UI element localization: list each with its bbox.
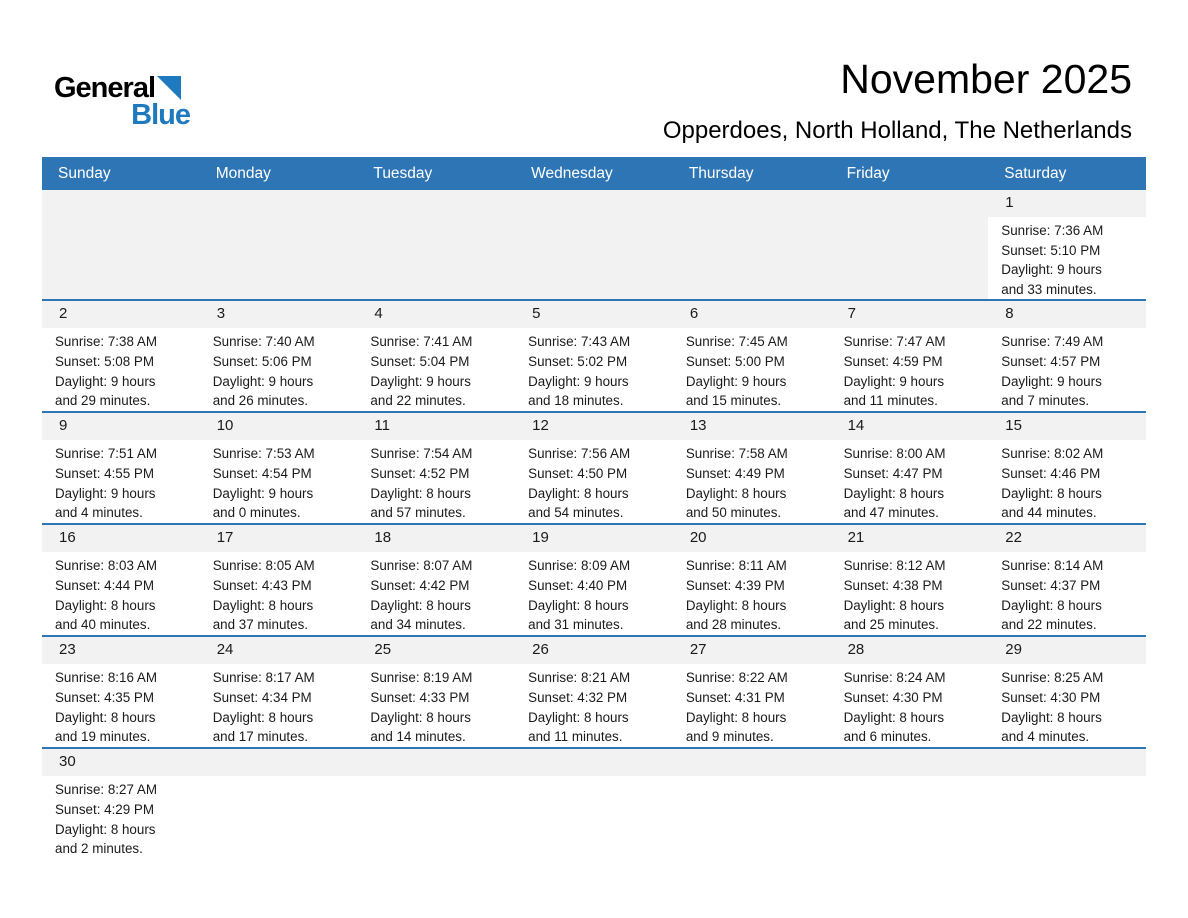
detail-line: Sunrise: 8:24 AM xyxy=(843,670,946,686)
day-number-strip xyxy=(357,749,515,776)
day-cell xyxy=(200,301,358,411)
detail-line: Sunrise: 7:40 AM xyxy=(212,334,315,350)
detail-line: Sunset: 4:29 PM xyxy=(55,801,154,817)
empty-cell xyxy=(831,190,989,299)
detail-line: and 6 minutes. xyxy=(843,729,932,745)
day-details xyxy=(988,440,1146,522)
day-details xyxy=(200,440,358,522)
day-number-strip xyxy=(515,190,673,217)
detail-line: and 25 minutes. xyxy=(843,617,939,633)
day-details xyxy=(831,328,989,410)
day-details xyxy=(988,552,1146,634)
detail-line: Sunset: 4:30 PM xyxy=(1001,689,1101,705)
weekday-tuesday: Tuesday xyxy=(373,165,433,182)
detail-line: Daylight: 9 hours xyxy=(370,373,471,389)
detail-line: Sunset: 4:31 PM xyxy=(685,689,785,705)
day-cell xyxy=(42,749,200,870)
day-number: 13 xyxy=(689,417,707,435)
day-number: 30 xyxy=(59,753,76,771)
week-row xyxy=(42,635,1146,747)
day-number: 19 xyxy=(532,529,549,547)
empty-cell xyxy=(357,190,515,299)
weekday-thursday: Thursday xyxy=(688,165,754,182)
empty-cell xyxy=(515,190,673,299)
day-number-strip xyxy=(673,525,831,552)
day-number-strip xyxy=(42,413,200,440)
day-number: 28 xyxy=(847,641,865,659)
day-number-strip xyxy=(831,190,989,217)
detail-line: Sunset: 4:38 PM xyxy=(843,577,943,593)
day-number-strip xyxy=(357,525,515,552)
day-cell xyxy=(515,525,673,635)
detail-line: Sunset: 5:00 PM xyxy=(685,353,785,369)
day-cell xyxy=(988,525,1146,635)
day-details xyxy=(831,664,989,746)
day-number-strip xyxy=(515,525,673,552)
empty-cell xyxy=(200,749,358,870)
detail-line: Sunset: 5:06 PM xyxy=(212,353,312,369)
day-cell xyxy=(515,637,673,747)
day-details xyxy=(673,664,831,746)
detail-line: Sunrise: 7:49 AM xyxy=(1001,334,1104,350)
empty-cell xyxy=(357,749,515,870)
detail-line: Sunset: 4:34 PM xyxy=(212,689,312,705)
page-title: November 2025 xyxy=(840,56,1132,102)
detail-line: and 9 minutes. xyxy=(685,729,774,745)
detail-line: and 11 minutes. xyxy=(528,729,623,745)
day-number: 12 xyxy=(532,417,549,435)
day-number-strip xyxy=(515,749,673,776)
day-number-strip xyxy=(357,637,515,664)
detail-line: Sunrise: 7:36 AM xyxy=(1001,223,1104,238)
weekday-friday: Friday xyxy=(846,165,890,182)
detail-line: and 18 minutes. xyxy=(528,393,624,409)
detail-line: Sunrise: 7:53 AM xyxy=(212,446,315,462)
day-details xyxy=(673,552,831,634)
detail-line: Sunrise: 8:05 AM xyxy=(212,558,315,574)
day-number: 4 xyxy=(374,305,383,323)
day-cell xyxy=(200,525,358,635)
day-cell xyxy=(988,413,1146,523)
day-number-strip xyxy=(42,190,200,217)
detail-line: Sunrise: 8:16 AM xyxy=(55,670,157,686)
detail-line: Sunrise: 8:27 AM xyxy=(55,782,157,798)
detail-line: and 50 minutes. xyxy=(685,505,782,521)
day-number-strip xyxy=(515,637,673,664)
logo-text-general: General xyxy=(54,72,155,104)
detail-line: Daylight: 8 hours xyxy=(370,709,471,725)
day-details xyxy=(357,328,515,410)
detail-line: Sunset: 4:57 PM xyxy=(1001,353,1101,369)
day-number-strip xyxy=(200,190,358,217)
day-details xyxy=(515,664,673,746)
day-number-strip xyxy=(200,525,358,552)
detail-line: Sunset: 4:37 PM xyxy=(1001,577,1101,593)
week-row xyxy=(42,523,1146,635)
day-details xyxy=(515,552,673,634)
detail-line: Sunrise: 8:22 AM xyxy=(685,670,788,686)
day-details xyxy=(357,552,515,634)
detail-line: Sunrise: 8:21 AM xyxy=(528,670,631,686)
day-number: 3 xyxy=(216,305,226,323)
detail-line: and 57 minutes. xyxy=(370,505,466,521)
day-number: 16 xyxy=(59,529,76,547)
detail-line: Sunrise: 7:41 AM xyxy=(370,334,473,350)
day-cell xyxy=(831,637,989,747)
day-number: 18 xyxy=(374,529,392,547)
detail-line: Sunset: 4:49 PM xyxy=(685,465,785,481)
day-cell xyxy=(988,637,1146,747)
detail-line: Sunset: 4:52 PM xyxy=(370,465,470,481)
day-details xyxy=(42,440,200,522)
day-number: 8 xyxy=(1005,305,1014,323)
detail-line: Sunset: 5:08 PM xyxy=(55,353,154,369)
detail-line: Daylight: 8 hours xyxy=(685,485,787,501)
detail-line: Sunset: 4:42 PM xyxy=(370,577,470,593)
empty-cell xyxy=(988,749,1146,870)
day-number-strip xyxy=(42,749,200,776)
weekday-header-row xyxy=(42,157,1146,190)
day-number: 15 xyxy=(1005,417,1022,435)
day-number-strip xyxy=(988,749,1146,776)
day-details xyxy=(200,664,358,746)
day-details xyxy=(357,440,515,522)
detail-line: Daylight: 9 hours xyxy=(212,373,314,389)
day-number: 22 xyxy=(1005,529,1022,547)
day-cell xyxy=(831,525,989,635)
day-number-strip xyxy=(357,190,515,217)
day-number: 14 xyxy=(847,417,865,435)
detail-line: Sunrise: 7:54 AM xyxy=(370,446,473,462)
empty-cell xyxy=(515,749,673,870)
day-cell xyxy=(200,413,358,523)
detail-line: Daylight: 8 hours xyxy=(528,597,629,613)
detail-line: Daylight: 8 hours xyxy=(370,597,471,613)
detail-line: Daylight: 8 hours xyxy=(1001,709,1102,725)
detail-line: Daylight: 8 hours xyxy=(55,709,156,725)
detail-line: Sunset: 4:43 PM xyxy=(212,577,312,593)
day-details xyxy=(988,664,1146,746)
detail-line: and 4 minutes. xyxy=(1001,729,1090,745)
detail-line: Sunset: 4:35 PM xyxy=(55,689,154,705)
detail-line: and 28 minutes. xyxy=(685,617,782,633)
detail-line: and 37 minutes. xyxy=(212,617,308,633)
detail-line: and 33 minutes. xyxy=(1001,281,1097,297)
detail-line: Sunrise: 8:17 AM xyxy=(212,670,315,686)
detail-line: and 31 minutes. xyxy=(528,617,624,633)
week-row xyxy=(42,747,1146,870)
empty-cell xyxy=(42,190,200,299)
day-number-strip xyxy=(831,637,989,664)
detail-line: Sunset: 4:33 PM xyxy=(370,689,470,705)
day-details xyxy=(673,440,831,522)
day-cell xyxy=(515,413,673,523)
detail-line: Sunset: 4:44 PM xyxy=(55,577,154,593)
day-number: 1 xyxy=(1005,194,1014,211)
detail-line: Sunrise: 7:58 AM xyxy=(685,446,788,462)
day-number: 29 xyxy=(1005,641,1022,659)
detail-line: and 22 minutes. xyxy=(1001,617,1097,633)
detail-line: Daylight: 8 hours xyxy=(55,821,156,837)
detail-line: Sunrise: 7:47 AM xyxy=(843,334,946,350)
detail-line: Sunset: 4:39 PM xyxy=(685,577,785,593)
day-number-strip xyxy=(200,301,358,328)
day-number: 25 xyxy=(374,641,392,659)
detail-line: Daylight: 8 hours xyxy=(843,597,945,613)
day-number-strip xyxy=(831,525,989,552)
detail-line: Sunrise: 8:12 AM xyxy=(843,558,946,574)
day-number-strip xyxy=(42,637,200,664)
detail-line: Sunset: 4:30 PM xyxy=(843,689,943,705)
detail-line: Sunrise: 7:43 AM xyxy=(528,334,631,350)
day-number: 6 xyxy=(689,305,699,323)
detail-line: Daylight: 8 hours xyxy=(843,485,945,501)
day-number: 5 xyxy=(532,305,541,323)
detail-line: and 47 minutes. xyxy=(843,505,939,521)
detail-line: Daylight: 8 hours xyxy=(370,485,471,501)
day-details xyxy=(673,328,831,410)
detail-line: Sunset: 5:04 PM xyxy=(370,353,470,369)
day-cell xyxy=(357,637,515,747)
empty-cell xyxy=(673,190,831,299)
detail-line: Daylight: 8 hours xyxy=(528,709,629,725)
detail-line: Daylight: 8 hours xyxy=(212,709,314,725)
detail-line: and 11 minutes. xyxy=(843,393,938,409)
detail-line: Sunset: 4:54 PM xyxy=(212,465,312,481)
detail-line: Sunset: 4:32 PM xyxy=(528,689,628,705)
day-number: 23 xyxy=(59,641,76,659)
week-row xyxy=(42,299,1146,411)
detail-line: Sunset: 5:10 PM xyxy=(1001,242,1101,258)
logo-text-blue: Blue xyxy=(131,99,190,131)
day-cell xyxy=(831,301,989,411)
day-number-strip xyxy=(357,301,515,328)
detail-line: Sunrise: 7:45 AM xyxy=(685,334,788,350)
day-details xyxy=(831,440,989,522)
detail-line: and 2 minutes. xyxy=(55,841,143,857)
weekday-monday: Monday xyxy=(215,165,271,182)
day-details xyxy=(988,328,1146,410)
day-cell xyxy=(988,190,1146,299)
detail-line: Sunset: 4:47 PM xyxy=(843,465,943,481)
detail-line: Daylight: 9 hours xyxy=(55,485,156,501)
detail-line: Daylight: 8 hours xyxy=(55,597,156,613)
day-number-strip xyxy=(831,301,989,328)
day-number-strip xyxy=(200,749,358,776)
day-number: 17 xyxy=(216,529,234,547)
day-number-strip xyxy=(200,637,358,664)
calendar xyxy=(42,157,1146,870)
empty-cell xyxy=(673,749,831,870)
detail-line: Daylight: 8 hours xyxy=(685,597,787,613)
day-number: 9 xyxy=(59,417,68,435)
day-details xyxy=(515,440,673,522)
day-number-strip xyxy=(357,413,515,440)
detail-line: Daylight: 9 hours xyxy=(685,373,787,389)
detail-line: Sunrise: 8:14 AM xyxy=(1001,558,1104,574)
detail-line: Sunrise: 8:19 AM xyxy=(370,670,473,686)
detail-line: Daylight: 9 hours xyxy=(843,373,945,389)
calendar-grid xyxy=(42,190,1146,870)
day-number-strip xyxy=(673,413,831,440)
day-details xyxy=(42,776,200,858)
day-cell xyxy=(42,413,200,523)
weekday-sunday: Sunday xyxy=(58,165,111,182)
detail-line: and 19 minutes. xyxy=(55,729,151,745)
day-details xyxy=(42,328,200,410)
detail-line: Sunrise: 8:02 AM xyxy=(1001,446,1104,462)
detail-line: Sunset: 4:55 PM xyxy=(55,465,154,481)
day-cell xyxy=(357,525,515,635)
day-details xyxy=(831,552,989,634)
day-cell xyxy=(357,413,515,523)
detail-line: and 54 minutes. xyxy=(528,505,624,521)
detail-line: Sunrise: 8:03 AM xyxy=(55,558,157,574)
day-cell xyxy=(42,525,200,635)
day-number-strip xyxy=(42,525,200,552)
detail-line: and 34 minutes. xyxy=(370,617,466,633)
detail-line: Sunset: 4:59 PM xyxy=(843,353,943,369)
weekday-saturday: Saturday xyxy=(1004,165,1067,182)
day-details xyxy=(200,328,358,410)
detail-line: Daylight: 8 hours xyxy=(528,485,629,501)
day-details xyxy=(988,217,1146,299)
detail-line: Daylight: 8 hours xyxy=(1001,597,1102,613)
detail-line: Daylight: 9 hours xyxy=(55,373,156,389)
day-details xyxy=(357,664,515,746)
day-number: 20 xyxy=(689,529,707,547)
day-number-strip xyxy=(673,190,831,217)
week-row xyxy=(42,190,1146,299)
day-number: 26 xyxy=(532,641,549,659)
day-number: 11 xyxy=(374,417,390,435)
day-cell xyxy=(831,413,989,523)
day-number-strip xyxy=(831,749,989,776)
detail-line: Sunrise: 7:51 AM xyxy=(55,446,157,462)
detail-line: Daylight: 9 hours xyxy=(1001,373,1102,389)
detail-line: and 40 minutes. xyxy=(55,617,151,633)
detail-line: and 29 minutes. xyxy=(55,393,151,409)
day-number: 24 xyxy=(216,641,234,659)
day-cell xyxy=(200,637,358,747)
detail-line: Sunrise: 8:11 AM xyxy=(685,558,787,574)
detail-line: Daylight: 8 hours xyxy=(212,597,314,613)
detail-line: Daylight: 8 hours xyxy=(1001,485,1102,501)
day-number-strip xyxy=(515,413,673,440)
day-cell xyxy=(42,637,200,747)
day-number: 27 xyxy=(689,641,707,659)
detail-line: Sunset: 4:50 PM xyxy=(528,465,628,481)
empty-cell xyxy=(831,749,989,870)
detail-line: and 17 minutes. xyxy=(212,729,308,745)
detail-line: Daylight: 9 hours xyxy=(1001,262,1102,278)
day-cell xyxy=(515,301,673,411)
detail-line: and 26 minutes. xyxy=(212,393,308,409)
day-number-strip xyxy=(988,637,1146,664)
day-number-strip xyxy=(831,413,989,440)
day-cell xyxy=(42,301,200,411)
detail-line: Sunrise: 8:00 AM xyxy=(843,446,946,462)
general-blue-logo xyxy=(54,74,192,130)
detail-line: Sunrise: 8:25 AM xyxy=(1001,670,1104,686)
detail-line: and 22 minutes. xyxy=(370,393,466,409)
day-number: 7 xyxy=(847,305,856,323)
detail-line: Sunrise: 7:56 AM xyxy=(528,446,631,462)
detail-line: Sunset: 5:02 PM xyxy=(528,353,628,369)
day-cell xyxy=(673,525,831,635)
detail-line: Daylight: 8 hours xyxy=(685,709,787,725)
day-cell xyxy=(673,301,831,411)
day-cell xyxy=(673,637,831,747)
day-number-strip xyxy=(673,637,831,664)
detail-line: and 7 minutes. xyxy=(1001,393,1090,409)
detail-line: Daylight: 9 hours xyxy=(528,373,629,389)
empty-cell xyxy=(200,190,358,299)
detail-line: Daylight: 9 hours xyxy=(212,485,314,501)
detail-line: Daylight: 8 hours xyxy=(843,709,945,725)
day-number-strip xyxy=(200,413,358,440)
day-number-strip xyxy=(673,301,831,328)
day-number-strip xyxy=(515,301,673,328)
detail-line: and 44 minutes. xyxy=(1001,505,1097,521)
week-row xyxy=(42,411,1146,523)
day-number: 21 xyxy=(847,529,865,547)
day-number-strip xyxy=(988,525,1146,552)
day-number-strip xyxy=(988,301,1146,328)
page-subtitle: Opperdoes, North Holland, The Netherlands xyxy=(662,117,1132,144)
day-number-strip xyxy=(673,749,831,776)
day-number-strip xyxy=(42,301,200,328)
detail-line: and 14 minutes. xyxy=(370,729,466,745)
detail-line: and 0 minutes. xyxy=(212,505,301,521)
day-cell xyxy=(988,301,1146,411)
day-details xyxy=(42,552,200,634)
day-cell xyxy=(673,413,831,523)
day-cell xyxy=(357,301,515,411)
detail-line: and 15 minutes. xyxy=(685,393,782,409)
detail-line: and 4 minutes. xyxy=(55,505,143,521)
day-number: 2 xyxy=(59,305,68,323)
day-number-strip xyxy=(988,190,1146,217)
day-details xyxy=(515,328,673,410)
detail-line: Sunrise: 8:07 AM xyxy=(370,558,473,574)
weekday-wednesday: Wednesday xyxy=(531,165,613,182)
detail-line: Sunset: 4:46 PM xyxy=(1001,465,1101,481)
day-number: 10 xyxy=(216,417,234,435)
day-details xyxy=(200,552,358,634)
detail-line: Sunrise: 8:09 AM xyxy=(528,558,631,574)
detail-line: Sunset: 4:40 PM xyxy=(528,577,628,593)
day-details xyxy=(42,664,200,746)
detail-line: Sunrise: 7:38 AM xyxy=(55,334,157,350)
day-number-strip xyxy=(988,413,1146,440)
